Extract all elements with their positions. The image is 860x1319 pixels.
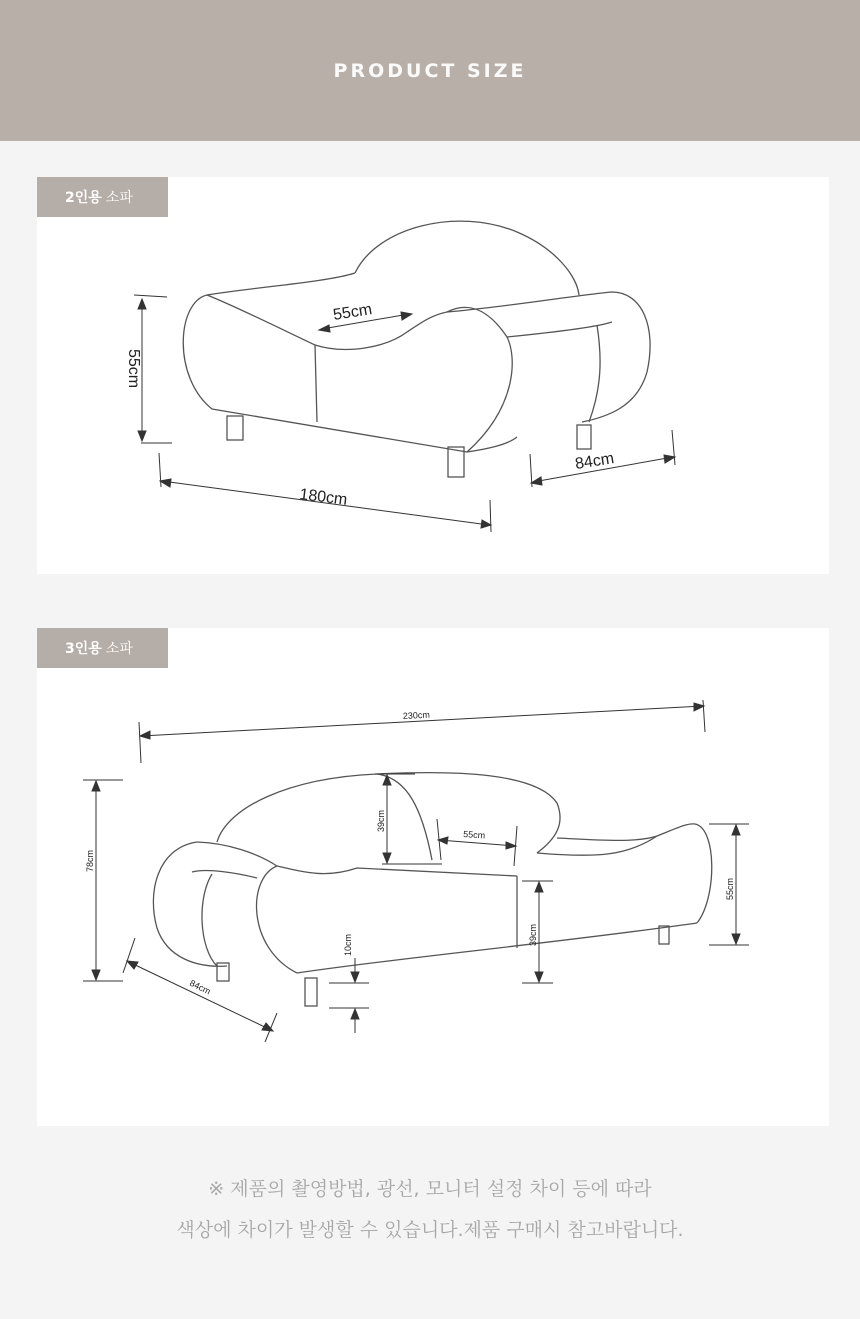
dim-back-height-label: 39cm — [376, 809, 386, 832]
dim-width-label: 230cm — [402, 709, 431, 721]
sofa-3-seater-panel — [37, 628, 829, 1126]
dim-depth-label: 84cm — [573, 450, 616, 473]
sofa-3-seater-diagram — [37, 628, 829, 1126]
page-title: PRODUCT SIZE — [333, 59, 527, 82]
header-banner — [0, 0, 860, 141]
tag-3-seater — [37, 628, 168, 668]
dim-leg-height-label: 10cm — [343, 933, 353, 956]
notice-line-1: ※ 제품의 촬영방법, 광선, 모니터 설정 차이 등에 따라 — [208, 1178, 652, 1200]
dim-depth-label: 84cm — [188, 977, 213, 997]
tag-2-seater-bold: 2인용 — [65, 190, 102, 206]
tag-3-seater-light: 소파 — [105, 641, 133, 657]
notice-line-2: 색상에 차이가 발생할 수 있습니다.제품 구매시 참고바랍니다. — [176, 1219, 684, 1241]
dim-seat-depth-label: 55cm — [331, 301, 374, 324]
tag-2-seater-light: 소파 — [105, 190, 133, 206]
tag-3-seater-bold: 3인용 — [65, 641, 102, 657]
sofa-2-seater-panel — [37, 177, 829, 574]
tag-2-seater — [37, 177, 168, 217]
dim-height-label: 55cm — [125, 349, 142, 389]
dim-seat-depth-label: 55cm — [462, 829, 486, 841]
dim-seat-height-label: 39cm — [528, 923, 538, 946]
dim-arm-height-label: 55cm — [725, 877, 735, 900]
dim-total-height-label: 78cm — [85, 849, 95, 872]
sofa-2-seater-diagram — [37, 177, 829, 574]
dim-width-label: 180cm — [298, 486, 349, 509]
